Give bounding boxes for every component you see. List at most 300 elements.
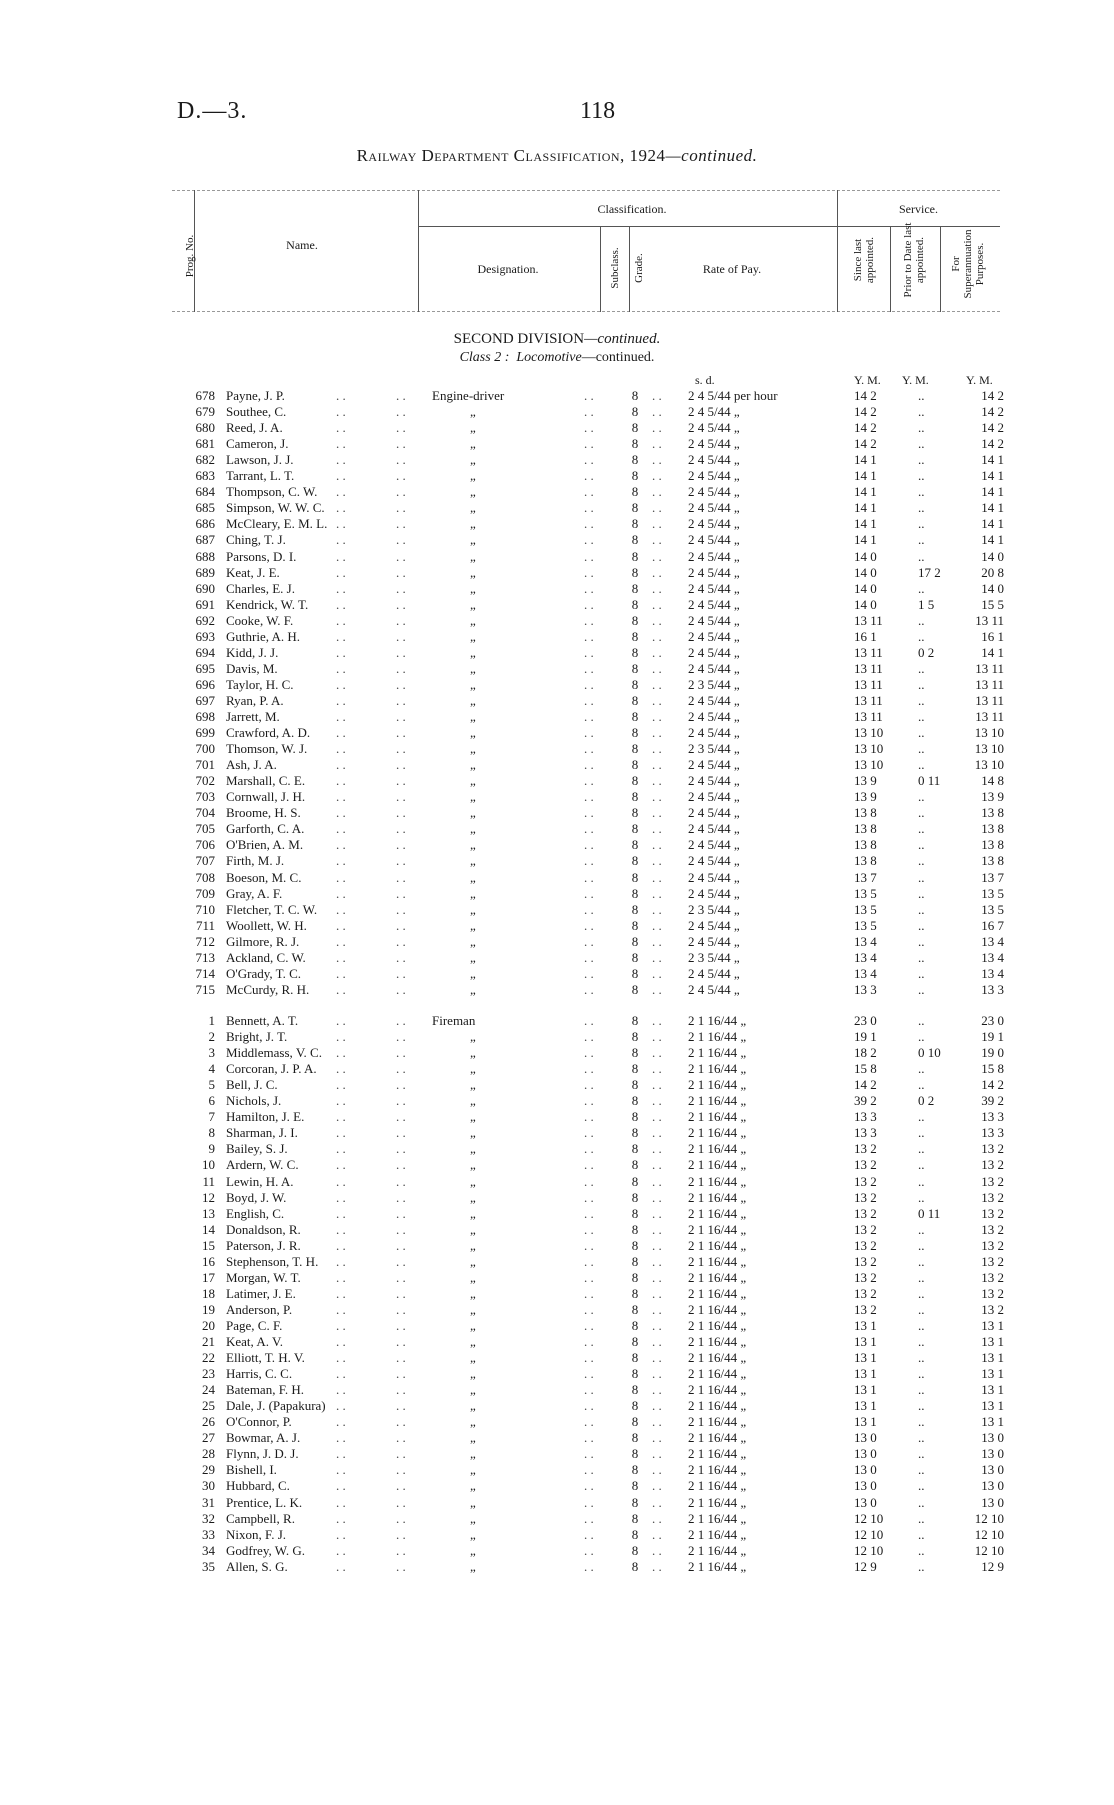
subclass: 8 bbox=[631, 1446, 639, 1462]
prior-to-date: .. bbox=[918, 580, 925, 596]
designation: „ bbox=[470, 1510, 476, 1526]
since-last-appointed: 14 2 bbox=[854, 388, 877, 403]
superannuation-service: 39 2 bbox=[981, 1093, 1004, 1109]
designation: „ bbox=[470, 1029, 476, 1045]
dot-leader: . . bbox=[336, 1125, 346, 1141]
subclass: 8 bbox=[631, 1494, 639, 1510]
section-title: SECOND DIVISION—continued. bbox=[453, 331, 661, 347]
designation-header: Designation. bbox=[477, 262, 539, 276]
prog-no: 3 bbox=[208, 1045, 215, 1061]
dot-leader: . . bbox=[652, 548, 662, 564]
since-last-appointed: 13 1 bbox=[854, 1334, 877, 1349]
subclass: 8 bbox=[631, 1317, 639, 1333]
subclass: 8 bbox=[631, 692, 639, 708]
designation: „ bbox=[470, 869, 476, 885]
designation: „ bbox=[470, 452, 476, 468]
dot-leader: . . bbox=[652, 805, 662, 821]
subclass: 8 bbox=[631, 1414, 639, 1430]
superannuation-service: 12 10 bbox=[974, 1526, 1004, 1542]
superannuation-service: 13 2 bbox=[981, 1253, 1004, 1269]
dot-leader: . . bbox=[652, 1189, 662, 1205]
dot-leader: . . bbox=[652, 885, 662, 901]
subclass: 8 bbox=[631, 1285, 639, 1301]
prog-no: 13 bbox=[202, 1205, 215, 1221]
prior-to-date: .. bbox=[918, 1494, 925, 1510]
since-last-appointed: 13 4 bbox=[854, 933, 877, 949]
superannuation-service: 14 1 bbox=[981, 516, 1004, 532]
dot-leader: . . bbox=[336, 869, 346, 885]
prog-no: 31 bbox=[202, 1494, 215, 1510]
subclass: 8 bbox=[631, 1526, 639, 1542]
superannuation-service: 13 1 bbox=[981, 1414, 1004, 1430]
designation: „ bbox=[470, 1253, 476, 1269]
designation: „ bbox=[470, 596, 476, 612]
dot-leader: . . bbox=[336, 1494, 346, 1510]
rate-of-pay: 2 4 5/44 „ bbox=[688, 933, 740, 949]
dot-leader: . . bbox=[336, 1414, 346, 1430]
prior-to-date: .. bbox=[918, 757, 925, 773]
superannuation-service: 14 8 bbox=[981, 773, 1004, 789]
dot-leader: . . bbox=[396, 468, 406, 484]
employee-name: Thomson, W. J. bbox=[226, 741, 308, 757]
dot-leader: . . bbox=[336, 1013, 346, 1028]
subclass: 8 bbox=[631, 757, 639, 773]
prior-to-date: .. bbox=[918, 548, 925, 564]
since-last-appointed: 15 8 bbox=[854, 1061, 877, 1077]
prior-to-date: .. bbox=[918, 1269, 925, 1285]
superannuation-service: 15 8 bbox=[981, 1061, 1004, 1077]
designation: „ bbox=[470, 1366, 476, 1382]
dot-leader: . . bbox=[396, 1125, 406, 1141]
subclass: 8 bbox=[631, 628, 639, 644]
superannuation-service: 12 10 bbox=[974, 1510, 1004, 1526]
designation: „ bbox=[470, 612, 476, 628]
prog-no: 708 bbox=[195, 869, 215, 885]
dot-leader: . . bbox=[336, 1061, 346, 1077]
prog-no: 709 bbox=[195, 885, 215, 901]
prior-to-date: .. bbox=[918, 1221, 925, 1237]
prior-to-date: 1 5 bbox=[918, 596, 935, 612]
document-reference: D.—3. bbox=[177, 98, 248, 124]
prog-no: 34 bbox=[202, 1542, 215, 1558]
prior-to-date: 0 11 bbox=[918, 773, 941, 789]
employee-name: Marshall, C. E. bbox=[226, 773, 306, 789]
dot-leader: . . bbox=[652, 821, 662, 837]
subclass: 8 bbox=[631, 676, 639, 692]
dot-leader: . . bbox=[652, 1125, 662, 1141]
dot-leader: . . bbox=[336, 1366, 346, 1382]
dot-leader: . . bbox=[584, 837, 594, 853]
superannuation-service: 13 1 bbox=[981, 1334, 1004, 1349]
designation: „ bbox=[470, 805, 476, 821]
dot-leader: . . bbox=[652, 628, 662, 644]
dot-leader: . . bbox=[336, 933, 346, 949]
dot-leader: . . bbox=[396, 933, 406, 949]
dot-leader: . . bbox=[652, 853, 662, 869]
dot-leader: . . bbox=[336, 1350, 346, 1366]
subclass: 8 bbox=[631, 773, 639, 789]
subclass: 8 bbox=[631, 949, 639, 965]
subclass: 8 bbox=[631, 1301, 639, 1317]
designation: „ bbox=[470, 660, 476, 676]
prog-no: 5 bbox=[208, 1077, 215, 1093]
dot-leader: . . bbox=[396, 869, 406, 885]
since-last-appointed: 13 8 bbox=[854, 805, 877, 821]
dot-leader: . . bbox=[336, 628, 346, 644]
employee-name: Boeson, M. C. bbox=[226, 869, 302, 885]
superannuation-service: 14 2 bbox=[981, 420, 1004, 436]
rate-of-pay: 2 4 5/44 „ bbox=[688, 789, 740, 805]
dot-leader: . . bbox=[336, 949, 346, 965]
prior-to-date: .. bbox=[918, 1462, 925, 1478]
prog-no: 706 bbox=[195, 837, 215, 853]
designation: „ bbox=[470, 1205, 476, 1221]
designation: „ bbox=[470, 981, 476, 997]
dot-leader: . . bbox=[584, 853, 594, 869]
rate-of-pay-header: Rate of Pay. bbox=[702, 262, 762, 276]
prog-no: 715 bbox=[195, 981, 215, 997]
prior-to-date: .. bbox=[918, 1141, 925, 1157]
dot-leader: . . bbox=[396, 1558, 406, 1574]
prog-no: 21 bbox=[202, 1334, 215, 1349]
dot-leader: . . bbox=[584, 709, 594, 724]
dot-leader: . . bbox=[396, 564, 406, 580]
dot-leader: . . bbox=[396, 1494, 406, 1510]
dot-leader: . . bbox=[652, 1029, 662, 1045]
employee-name: Hubbard, C. bbox=[226, 1478, 290, 1494]
dot-leader: . . bbox=[652, 1462, 662, 1478]
rate-of-pay: 2 4 5/44 „ bbox=[688, 436, 740, 452]
employee-name: Simpson, W. W. C. bbox=[226, 500, 325, 516]
designation: „ bbox=[470, 1125, 476, 1141]
employee-name: Donaldson, R. bbox=[226, 1221, 301, 1237]
dot-leader: . . bbox=[584, 1029, 594, 1045]
since-last-appointed: 13 11 bbox=[854, 644, 883, 660]
subclass: 8 bbox=[631, 1542, 639, 1558]
dot-leader: . . bbox=[584, 789, 594, 805]
subclass: 8 bbox=[631, 404, 639, 420]
dot-leader: . . bbox=[396, 1350, 406, 1366]
designation: „ bbox=[470, 532, 476, 548]
since-last-appointed: 16 1 bbox=[854, 628, 877, 644]
dot-leader: . . bbox=[652, 1334, 662, 1349]
dot-leader: . . bbox=[336, 596, 346, 612]
since-last-appointed: 13 8 bbox=[854, 853, 877, 869]
dot-leader: . . bbox=[336, 1398, 346, 1414]
dot-leader: . . bbox=[584, 965, 594, 981]
prog-no: 710 bbox=[195, 901, 215, 917]
dot-leader: . . bbox=[584, 1430, 594, 1446]
superannuation-service: 13 11 bbox=[975, 612, 1004, 628]
dot-leader: . . bbox=[652, 692, 662, 708]
prior-to-date: .. bbox=[918, 452, 925, 468]
prior-to-date: .. bbox=[918, 1398, 925, 1414]
superannuation-service: 13 0 bbox=[981, 1462, 1004, 1478]
subclass: 8 bbox=[631, 1125, 639, 1141]
grade-header: Grade. bbox=[633, 253, 645, 283]
rate-of-pay: 2 4 5/44 „ bbox=[688, 869, 740, 885]
designation: „ bbox=[470, 1237, 476, 1253]
rate-of-pay: 2 4 5/44 „ bbox=[688, 757, 740, 773]
since-last-appointed: 13 9 bbox=[854, 773, 877, 789]
prior-to-date: .. bbox=[918, 1157, 925, 1173]
dot-leader: . . bbox=[584, 1414, 594, 1430]
dot-leader: . . bbox=[652, 1398, 662, 1414]
dot-leader: . . bbox=[584, 1061, 594, 1077]
rate-of-pay: 2 4 5/44 „ bbox=[688, 981, 740, 997]
dot-leader: . . bbox=[396, 1317, 406, 1333]
dot-leader: . . bbox=[396, 436, 406, 452]
subclass: 8 bbox=[631, 1093, 639, 1109]
prog-no: 685 bbox=[195, 500, 215, 516]
dot-leader: . . bbox=[652, 484, 662, 500]
dot-leader: . . bbox=[584, 1494, 594, 1510]
dot-leader: . . bbox=[396, 404, 406, 420]
designation: „ bbox=[470, 404, 476, 420]
since-last-appointed: 13 2 bbox=[854, 1221, 877, 1237]
prog-no: 19 bbox=[202, 1301, 215, 1317]
employee-name: Ardern, W. C. bbox=[226, 1157, 299, 1173]
since-last-appointed: 13 1 bbox=[854, 1366, 877, 1382]
since-last-appointed: 13 2 bbox=[854, 1173, 877, 1189]
dot-leader: . . bbox=[336, 965, 346, 981]
employee-name: Payne, J. P. bbox=[226, 388, 285, 403]
superannuation-service: 20 8 bbox=[981, 564, 1004, 580]
designation: „ bbox=[470, 484, 476, 500]
superannuation-service: 13 11 bbox=[975, 660, 1004, 676]
since-last-appointed: 13 0 bbox=[854, 1494, 877, 1510]
prog-no: 15 bbox=[202, 1237, 215, 1253]
since-last-appointed: 13 0 bbox=[854, 1478, 877, 1494]
employee-name: Page, C. F. bbox=[226, 1317, 283, 1333]
rate-of-pay: 2 4 5/44 „ bbox=[688, 420, 740, 436]
rate-of-pay: 2 1 16/44 „ bbox=[688, 1382, 747, 1398]
dot-leader: . . bbox=[652, 564, 662, 580]
dot-leader: . . bbox=[652, 1526, 662, 1542]
dot-leader: . . bbox=[396, 981, 406, 997]
subclass: 8 bbox=[631, 580, 639, 596]
employee-name: O'Connor, P. bbox=[226, 1414, 292, 1430]
prog-no: 9 bbox=[208, 1141, 215, 1157]
prog-no: 698 bbox=[195, 709, 215, 724]
dot-leader: . . bbox=[584, 917, 594, 933]
dot-leader: . . bbox=[584, 1157, 594, 1173]
dot-leader: . . bbox=[396, 1542, 406, 1558]
designation: „ bbox=[470, 709, 476, 724]
prior-to-date: .. bbox=[918, 628, 925, 644]
dot-leader: . . bbox=[652, 1093, 662, 1109]
dot-leader: . . bbox=[584, 1542, 594, 1558]
subclass: 8 bbox=[631, 1221, 639, 1237]
prog-no: 707 bbox=[195, 853, 215, 869]
dot-leader: . . bbox=[652, 933, 662, 949]
designation: „ bbox=[470, 933, 476, 949]
prog-no: 704 bbox=[195, 805, 215, 821]
dot-leader: . . bbox=[336, 741, 346, 757]
dot-leader: . . bbox=[584, 1173, 594, 1189]
dot-leader: . . bbox=[584, 773, 594, 789]
subclass: 8 bbox=[631, 644, 639, 660]
subclass-header: Subclass. bbox=[609, 247, 621, 289]
dot-leader: . . bbox=[652, 725, 662, 741]
since-last-appointed: 13 11 bbox=[854, 709, 883, 724]
rate-of-pay: 2 1 16/44 „ bbox=[688, 1205, 747, 1221]
since-last-appointed: 14 0 bbox=[854, 596, 877, 612]
designation: „ bbox=[470, 580, 476, 596]
dot-leader: . . bbox=[396, 1366, 406, 1382]
subclass: 8 bbox=[631, 596, 639, 612]
designation: „ bbox=[470, 1462, 476, 1478]
dot-leader: . . bbox=[584, 901, 594, 917]
dot-leader: . . bbox=[336, 757, 346, 773]
dot-leader: . . bbox=[336, 1205, 346, 1221]
designation: Fireman bbox=[432, 1013, 476, 1028]
superannuation-service: 13 11 bbox=[975, 676, 1004, 692]
dot-leader: . . bbox=[652, 1045, 662, 1061]
designation: „ bbox=[470, 885, 476, 901]
dot-leader: . . bbox=[652, 1317, 662, 1333]
since-last-appointed: 14 2 bbox=[854, 420, 877, 436]
prog-no: 712 bbox=[195, 933, 215, 949]
prog-no: 690 bbox=[195, 580, 215, 596]
rate-of-pay: 2 4 5/44 „ bbox=[688, 404, 740, 420]
subclass: 8 bbox=[631, 612, 639, 628]
prior-to-date: .. bbox=[918, 949, 925, 965]
dot-leader: . . bbox=[336, 564, 346, 580]
prog-no: 14 bbox=[202, 1221, 215, 1237]
subclass: 8 bbox=[631, 484, 639, 500]
employee-name: Southee, C. bbox=[226, 404, 287, 420]
prog-no: 23 bbox=[202, 1366, 215, 1382]
prog-no: 697 bbox=[195, 692, 215, 708]
dot-leader: . . bbox=[652, 1205, 662, 1221]
since-last-appointed: 14 1 bbox=[854, 532, 877, 548]
superannuation-service: 13 2 bbox=[981, 1189, 1004, 1205]
dot-leader: . . bbox=[652, 1269, 662, 1285]
designation: „ bbox=[470, 853, 476, 869]
since-last-appointed: 13 11 bbox=[854, 676, 883, 692]
rate-of-pay: 2 4 5/44 „ bbox=[688, 484, 740, 500]
prior-to-date: 0 10 bbox=[918, 1045, 941, 1061]
dot-leader: . . bbox=[584, 805, 594, 821]
designation: „ bbox=[470, 837, 476, 853]
subclass: 8 bbox=[631, 452, 639, 468]
prior-to-date: .. bbox=[918, 1510, 925, 1526]
designation: „ bbox=[470, 741, 476, 757]
dot-leader: . . bbox=[336, 805, 346, 821]
dot-leader: . . bbox=[336, 388, 346, 403]
dot-leader: . . bbox=[336, 853, 346, 869]
superannuation-service: 12 9 bbox=[981, 1558, 1004, 1574]
designation: „ bbox=[470, 420, 476, 436]
prog-no: 35 bbox=[202, 1558, 215, 1574]
subclass: 8 bbox=[631, 1173, 639, 1189]
dot-leader: . . bbox=[652, 1237, 662, 1253]
superannuation-service: 13 1 bbox=[981, 1350, 1004, 1366]
since-last-appointed: 12 10 bbox=[854, 1510, 884, 1526]
dot-leader: . . bbox=[396, 837, 406, 853]
subclass: 8 bbox=[631, 1237, 639, 1253]
dot-leader: . . bbox=[652, 1061, 662, 1077]
dot-leader: . . bbox=[584, 885, 594, 901]
superannuation-service: 13 2 bbox=[981, 1269, 1004, 1285]
prog-no: 6 bbox=[208, 1093, 215, 1109]
dot-leader: . . bbox=[396, 1334, 406, 1349]
dot-leader: . . bbox=[336, 548, 346, 564]
dot-leader: . . bbox=[584, 741, 594, 757]
dot-leader: . . bbox=[336, 1317, 346, 1333]
prior-to-date: .. bbox=[918, 1366, 925, 1382]
since-last-appointed: 13 0 bbox=[854, 1446, 877, 1462]
dot-leader: . . bbox=[652, 1301, 662, 1317]
dot-leader: . . bbox=[396, 532, 406, 548]
dot-leader: . . bbox=[336, 1093, 346, 1109]
prog-no: 705 bbox=[195, 821, 215, 837]
subclass: 8 bbox=[631, 741, 639, 757]
prior-to-date: 0 2 bbox=[918, 644, 935, 660]
superannuation-service: 14 0 bbox=[981, 548, 1004, 564]
employee-name: Bowmar, A. J. bbox=[226, 1430, 301, 1446]
dot-leader: . . bbox=[396, 500, 406, 516]
prog-no: 702 bbox=[195, 773, 215, 789]
superannuation-service: 13 4 bbox=[981, 933, 1004, 949]
dot-leader: . . bbox=[396, 516, 406, 532]
prog-no: 11 bbox=[202, 1173, 215, 1189]
designation: „ bbox=[470, 917, 476, 933]
since-last-appointed: 14 2 bbox=[854, 404, 877, 420]
dot-leader: . . bbox=[584, 644, 594, 660]
dot-leader: . . bbox=[336, 1077, 346, 1093]
dot-leader: . . bbox=[396, 1414, 406, 1430]
dot-leader: . . bbox=[396, 1077, 406, 1093]
subclass: 8 bbox=[631, 1558, 639, 1574]
rate-of-pay: 2 4 5/44 „ bbox=[688, 532, 740, 548]
prog-no: 25 bbox=[202, 1398, 215, 1414]
dot-leader: . . bbox=[652, 1430, 662, 1446]
superannuation-service: 14 1 bbox=[981, 484, 1004, 500]
designation: „ bbox=[470, 468, 476, 484]
since-units: Y. M. bbox=[854, 373, 881, 387]
subclass: 8 bbox=[631, 869, 639, 885]
rate-of-pay: 2 4 5/44 „ bbox=[688, 580, 740, 596]
prior-to-date: .. bbox=[918, 741, 925, 757]
dot-leader: . . bbox=[336, 468, 346, 484]
dot-leader: . . bbox=[652, 965, 662, 981]
designation: „ bbox=[470, 516, 476, 532]
dot-leader: . . bbox=[652, 388, 662, 403]
designation: „ bbox=[470, 1542, 476, 1558]
dot-leader: . . bbox=[652, 404, 662, 420]
rate-of-pay: 2 1 16/44 „ bbox=[688, 1558, 747, 1574]
subclass: 8 bbox=[631, 1253, 639, 1269]
dot-leader: . . bbox=[336, 1253, 346, 1269]
designation: „ bbox=[470, 564, 476, 580]
since-last-appointed: 13 8 bbox=[854, 821, 877, 837]
since-last-appointed: 13 4 bbox=[854, 949, 877, 965]
dot-leader: . . bbox=[336, 1430, 346, 1446]
superannuation-service: 13 8 bbox=[981, 821, 1004, 837]
dot-leader: . . bbox=[584, 692, 594, 708]
superannuation-service: 13 2 bbox=[981, 1141, 1004, 1157]
subclass: 8 bbox=[631, 885, 639, 901]
rate-of-pay: 2 4 5/44 „ bbox=[688, 500, 740, 516]
employee-name: Guthrie, A. H. bbox=[226, 628, 301, 644]
dot-leader: . . bbox=[652, 1077, 662, 1093]
employee-name: Middlemass, V. C. bbox=[226, 1045, 322, 1061]
since-last-appointed: 13 2 bbox=[854, 1141, 877, 1157]
superannuation-service: 13 2 bbox=[981, 1205, 1004, 1221]
subclass: 8 bbox=[631, 1077, 639, 1093]
